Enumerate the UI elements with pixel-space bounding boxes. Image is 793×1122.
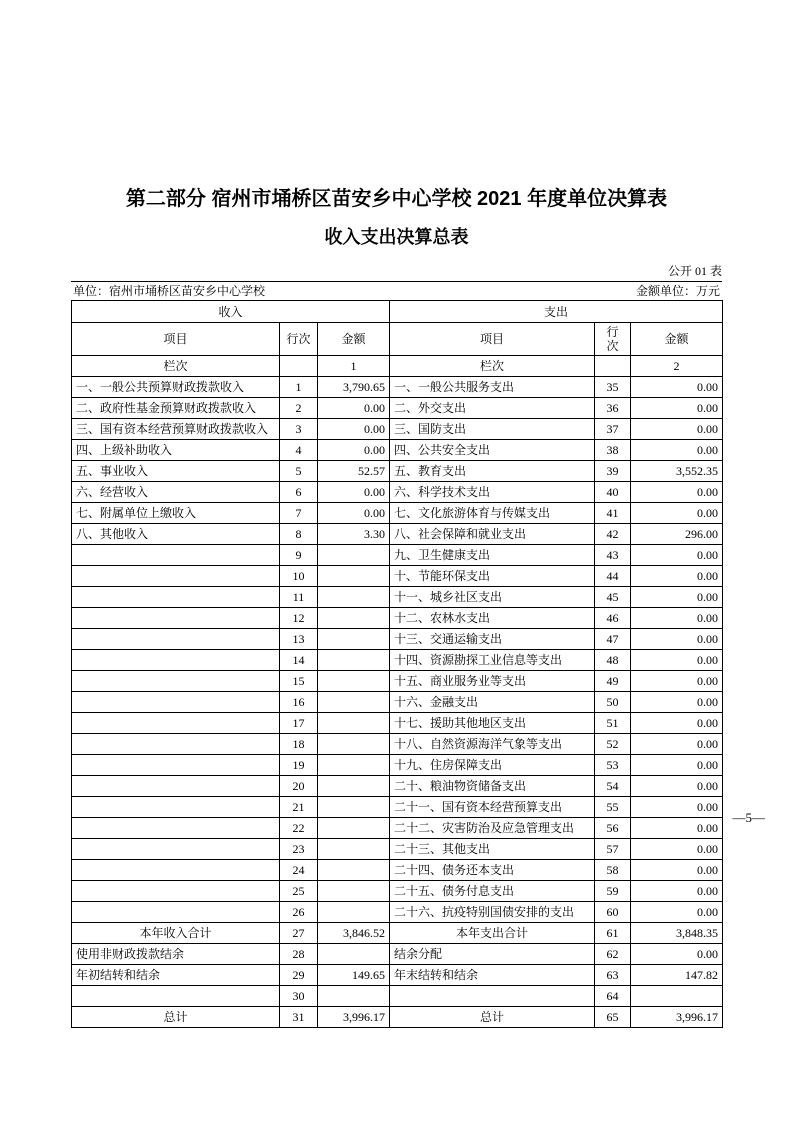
income-rowno-cell: 31 bbox=[280, 1007, 318, 1028]
expense-amount-cell: 0.00 bbox=[631, 839, 723, 860]
expense-amount-cell: 0.00 bbox=[631, 482, 723, 503]
expense-section-header: 支出 bbox=[390, 301, 723, 323]
income-item-cell: 六、经营收入 bbox=[72, 482, 280, 503]
expense-item-cell: 八、社会保障和就业支出 bbox=[390, 524, 595, 545]
income-amount-cell bbox=[318, 818, 390, 839]
expense-rowno-cell: 49 bbox=[595, 671, 631, 692]
expense-amount-header: 金额 bbox=[631, 323, 723, 356]
table-row bbox=[72, 734, 723, 755]
column-header-row bbox=[72, 323, 723, 356]
expense-item-cell: 二十一、国有资本经营预算支出 bbox=[390, 797, 595, 818]
expense-rowno-cell: 54 bbox=[595, 776, 631, 797]
income-rowno-cell: 28 bbox=[280, 944, 318, 965]
income-rowno-cell: 8 bbox=[280, 524, 318, 545]
expense-rowno-cell: 48 bbox=[595, 650, 631, 671]
income-item-cell bbox=[72, 902, 280, 923]
income-rowno-cell: 17 bbox=[280, 713, 318, 734]
expense-rowno-cell: 46 bbox=[595, 608, 631, 629]
income-item-cell bbox=[72, 734, 280, 755]
income-amount-cell bbox=[318, 650, 390, 671]
expense-amount-cell: 3,552.35 bbox=[631, 461, 723, 482]
budget-summary-table bbox=[71, 300, 723, 1028]
expense-rowno-cell: 47 bbox=[595, 629, 631, 650]
income-rowno-cell: 14 bbox=[280, 650, 318, 671]
expense-amount-cell: 0.00 bbox=[631, 377, 723, 398]
expense-rowno-cell: 51 bbox=[595, 713, 631, 734]
expense-amount-cell: 0.00 bbox=[631, 776, 723, 797]
income-item-cell: 七、附属单位上缴收入 bbox=[72, 503, 280, 524]
income-rowno-cell: 16 bbox=[280, 692, 318, 713]
expense-rowno-cell: 44 bbox=[595, 566, 631, 587]
expense-amount-cell: 0.00 bbox=[631, 671, 723, 692]
income-rowno-header: 行次 bbox=[280, 323, 318, 356]
table-row bbox=[72, 818, 723, 839]
expense-item-cell: 十八、自然资源海洋气象等支出 bbox=[390, 734, 595, 755]
income-rowno-cell: 27 bbox=[280, 923, 318, 944]
income-amount-cell: 0.00 bbox=[318, 398, 390, 419]
income-amount-cell: 3,996.17 bbox=[318, 1007, 390, 1028]
income-rowno-cell: 26 bbox=[280, 902, 318, 923]
income-rowno-cell: 24 bbox=[280, 860, 318, 881]
expense-amount-cell: 0.00 bbox=[631, 419, 723, 440]
expense-rowno-cell: 58 bbox=[595, 860, 631, 881]
table-row bbox=[72, 986, 723, 1007]
table-row bbox=[72, 902, 723, 923]
income-item-cell bbox=[72, 797, 280, 818]
expense-amount-cell: 0.00 bbox=[631, 566, 723, 587]
expense-rowno-cell: 37 bbox=[595, 419, 631, 440]
table-row bbox=[72, 629, 723, 650]
income-item-cell bbox=[72, 566, 280, 587]
expense-item-cell: 二十四、债务还本支出 bbox=[390, 860, 595, 881]
expense-rowno-cell: 52 bbox=[595, 734, 631, 755]
income-lanci-rowno bbox=[280, 356, 318, 377]
table-row bbox=[72, 776, 723, 797]
income-item-cell bbox=[72, 818, 280, 839]
expense-item-cell: 十六、金融支出 bbox=[390, 692, 595, 713]
expense-amount-cell: 0.00 bbox=[631, 881, 723, 902]
income-amount-cell bbox=[318, 608, 390, 629]
table-row bbox=[72, 671, 723, 692]
table-row bbox=[72, 524, 723, 545]
income-amount-cell bbox=[318, 755, 390, 776]
income-rowno-cell: 22 bbox=[280, 818, 318, 839]
income-item-cell bbox=[72, 629, 280, 650]
table-row bbox=[72, 755, 723, 776]
income-item-cell bbox=[72, 755, 280, 776]
income-amount-cell bbox=[318, 860, 390, 881]
income-amount-cell: 52.57 bbox=[318, 461, 390, 482]
table-row bbox=[72, 482, 723, 503]
expense-amount-cell: 0.00 bbox=[631, 713, 723, 734]
income-amount-cell bbox=[318, 944, 390, 965]
expense-item-cell: 九、卫生健康支出 bbox=[390, 545, 595, 566]
expense-rowno-cell: 65 bbox=[595, 1007, 631, 1028]
document-page bbox=[71, 0, 765, 1028]
income-rowno-cell: 20 bbox=[280, 776, 318, 797]
income-rowno-cell: 11 bbox=[280, 587, 318, 608]
expense-item-cell: 十九、住房保障支出 bbox=[390, 755, 595, 776]
table-row bbox=[72, 839, 723, 860]
income-amount-cell bbox=[318, 671, 390, 692]
expense-amount-cell: 0.00 bbox=[631, 902, 723, 923]
expense-amount-cell: 0.00 bbox=[631, 860, 723, 881]
income-amount-cell: 149.65 bbox=[318, 965, 390, 986]
expense-rowno-cell: 42 bbox=[595, 524, 631, 545]
income-rowno-cell: 2 bbox=[280, 398, 318, 419]
expense-amount-cell: 0.00 bbox=[631, 398, 723, 419]
income-item-cell bbox=[72, 650, 280, 671]
income-amount-cell bbox=[318, 881, 390, 902]
expense-column-number: 2 bbox=[631, 356, 723, 377]
income-item-cell: 总计 bbox=[72, 1007, 280, 1028]
expense-item-cell: 十、节能环保支出 bbox=[390, 566, 595, 587]
expense-amount-cell: 0.00 bbox=[631, 440, 723, 461]
expense-amount-cell: 0.00 bbox=[631, 797, 723, 818]
income-item-cell: 使用非财政拨款结余 bbox=[72, 944, 280, 965]
expense-item-cell: 总计 bbox=[390, 1007, 595, 1028]
expense-rowno-cell: 40 bbox=[595, 482, 631, 503]
expense-amount-cell: 0.00 bbox=[631, 734, 723, 755]
table-row bbox=[72, 692, 723, 713]
table-row bbox=[72, 944, 723, 965]
expense-item-cell: 二十三、其他支出 bbox=[390, 839, 595, 860]
expense-amount-cell: 0.00 bbox=[631, 692, 723, 713]
income-rowno-cell: 29 bbox=[280, 965, 318, 986]
expense-item-cell: 二十二、灾害防治及应急管理支出 bbox=[390, 818, 595, 839]
income-item-cell: 一、一般公共预算财政拨款收入 bbox=[72, 377, 280, 398]
expense-item-cell: 十七、援助其他地区支出 bbox=[390, 713, 595, 734]
table-row bbox=[72, 461, 723, 482]
income-rowno-cell: 4 bbox=[280, 440, 318, 461]
expense-rowno-cell: 35 bbox=[595, 377, 631, 398]
table-row bbox=[72, 860, 723, 881]
expense-rowno-header: 行次 bbox=[595, 323, 631, 356]
expense-amount-cell bbox=[631, 986, 723, 1007]
expense-item-cell: 十二、农林水支出 bbox=[390, 608, 595, 629]
income-amount-header: 金额 bbox=[318, 323, 390, 356]
income-amount-cell bbox=[318, 566, 390, 587]
amount-unit-label: 金额单位：万元 bbox=[635, 284, 720, 298]
income-item-cell bbox=[72, 608, 280, 629]
income-amount-cell: 0.00 bbox=[318, 419, 390, 440]
income-rowno-cell: 7 bbox=[280, 503, 318, 524]
expense-rowno-cell: 60 bbox=[595, 902, 631, 923]
expense-rowno-cell: 56 bbox=[595, 818, 631, 839]
income-item-cell: 八、其他收入 bbox=[72, 524, 280, 545]
income-item-cell: 五、事业收入 bbox=[72, 461, 280, 482]
expense-rowno-cell: 36 bbox=[595, 398, 631, 419]
income-rowno-cell: 15 bbox=[280, 671, 318, 692]
expense-rowno-cell: 63 bbox=[595, 965, 631, 986]
table-row bbox=[72, 377, 723, 398]
income-amount-cell bbox=[318, 839, 390, 860]
income-amount-cell: 3,846.52 bbox=[318, 923, 390, 944]
income-item-cell bbox=[72, 860, 280, 881]
expense-rowno-cell: 45 bbox=[595, 587, 631, 608]
expense-amount-cell: 3,848.35 bbox=[631, 923, 723, 944]
expense-rowno-cell: 39 bbox=[595, 461, 631, 482]
expense-item-cell: 二十五、债务付息支出 bbox=[390, 881, 595, 902]
income-amount-cell bbox=[318, 797, 390, 818]
table-row bbox=[72, 650, 723, 671]
unit-row bbox=[71, 281, 722, 300]
expense-item-cell: 四、公共安全支出 bbox=[390, 440, 595, 461]
expense-item-cell: 五、教育支出 bbox=[390, 461, 595, 482]
income-rowno-cell: 21 bbox=[280, 797, 318, 818]
income-rowno-cell: 12 bbox=[280, 608, 318, 629]
expense-amount-cell: 0.00 bbox=[631, 944, 723, 965]
income-column-number: 1 bbox=[318, 356, 390, 377]
expense-rowno-cell: 64 bbox=[595, 986, 631, 1007]
document-title: 第二部分 宿州市埇桥区苗安乡中心学校 2021 年度单位决算表 bbox=[125, 188, 668, 210]
table-row bbox=[72, 608, 723, 629]
expense-item-header: 项目 bbox=[390, 323, 595, 356]
table-row bbox=[72, 881, 723, 902]
income-amount-cell bbox=[318, 545, 390, 566]
table-row bbox=[72, 503, 723, 524]
expense-rowno-cell: 53 bbox=[595, 755, 631, 776]
table-row bbox=[72, 713, 723, 734]
expense-amount-cell: 3,996.17 bbox=[631, 1007, 723, 1028]
expense-rowno-cell: 41 bbox=[595, 503, 631, 524]
income-item-cell bbox=[72, 545, 280, 566]
expense-item-cell: 十三、交通运输支出 bbox=[390, 629, 595, 650]
expense-amount-cell: 0.00 bbox=[631, 608, 723, 629]
table-row bbox=[72, 797, 723, 818]
income-rowno-cell: 18 bbox=[280, 734, 318, 755]
unit-name-label: 单位：宿州市埇桥区苗安乡中心学校 bbox=[73, 284, 266, 298]
table-row bbox=[72, 587, 723, 608]
table-code-label: 公开 01 表 bbox=[667, 264, 722, 278]
expense-lanci-label: 栏次 bbox=[390, 356, 595, 377]
table-body bbox=[72, 377, 723, 1028]
expense-rowno-cell: 55 bbox=[595, 797, 631, 818]
lanci-row bbox=[72, 356, 723, 377]
income-amount-cell bbox=[318, 692, 390, 713]
income-item-cell bbox=[72, 587, 280, 608]
income-rowno-cell: 3 bbox=[280, 419, 318, 440]
expense-item-cell: 十五、商业服务业等支出 bbox=[390, 671, 595, 692]
income-section-header: 收入 bbox=[72, 301, 390, 323]
income-amount-cell bbox=[318, 713, 390, 734]
income-rowno-cell: 9 bbox=[280, 545, 318, 566]
income-rowno-cell: 19 bbox=[280, 755, 318, 776]
income-amount-cell: 0.00 bbox=[318, 440, 390, 461]
income-rowno-cell: 5 bbox=[280, 461, 318, 482]
income-item-cell: 本年收入合计 bbox=[72, 923, 280, 944]
income-item-cell bbox=[72, 986, 280, 1007]
income-amount-cell bbox=[318, 902, 390, 923]
income-rowno-cell: 10 bbox=[280, 566, 318, 587]
document-subtitle: 收入支出决算总表 bbox=[324, 227, 469, 247]
table-row bbox=[72, 398, 723, 419]
expense-amount-cell: 0.00 bbox=[631, 755, 723, 776]
expense-item-cell: 一、一般公共服务支出 bbox=[390, 377, 595, 398]
expense-item-cell: 十一、城乡社区支出 bbox=[390, 587, 595, 608]
income-item-cell bbox=[72, 692, 280, 713]
income-item-cell: 二、政府性基金预算财政拨款收入 bbox=[72, 398, 280, 419]
expense-amount-cell: 0.00 bbox=[631, 629, 723, 650]
income-lanci-label: 栏次 bbox=[72, 356, 280, 377]
section-header-row bbox=[72, 301, 723, 323]
expense-item-cell: 十四、资源勘探工业信息等支出 bbox=[390, 650, 595, 671]
income-item-cell: 四、上级补助收入 bbox=[72, 440, 280, 461]
income-item-cell bbox=[72, 776, 280, 797]
income-rowno-cell: 13 bbox=[280, 629, 318, 650]
income-rowno-cell: 23 bbox=[280, 839, 318, 860]
expense-amount-cell: 0.00 bbox=[631, 650, 723, 671]
expense-item-cell: 七、文化旅游体育与传媒支出 bbox=[390, 503, 595, 524]
income-item-cell bbox=[72, 671, 280, 692]
expense-item-cell: 二十六、抗疫特别国债安排的支出 bbox=[390, 902, 595, 923]
table-row bbox=[72, 923, 723, 944]
table-row bbox=[72, 440, 723, 461]
income-rowno-cell: 25 bbox=[280, 881, 318, 902]
income-item-cell: 三、国有资本经营预算财政拨款收入 bbox=[72, 419, 280, 440]
expense-item-cell: 二十、粮油物资储备支出 bbox=[390, 776, 595, 797]
income-item-cell bbox=[72, 881, 280, 902]
expense-item-cell: 本年支出合计 bbox=[390, 923, 595, 944]
income-amount-cell bbox=[318, 986, 390, 1007]
income-amount-cell bbox=[318, 629, 390, 650]
table-row bbox=[72, 965, 723, 986]
expense-amount-cell: 0.00 bbox=[631, 545, 723, 566]
expense-amount-cell: 0.00 bbox=[631, 587, 723, 608]
expense-rowno-cell: 57 bbox=[595, 839, 631, 860]
income-item-cell bbox=[72, 713, 280, 734]
income-item-cell bbox=[72, 839, 280, 860]
income-item-cell: 年初结转和结余 bbox=[72, 965, 280, 986]
table-row bbox=[72, 419, 723, 440]
income-rowno-cell: 30 bbox=[280, 986, 318, 1007]
income-amount-cell: 3,790.65 bbox=[318, 377, 390, 398]
expense-rowno-cell: 59 bbox=[595, 881, 631, 902]
income-amount-cell bbox=[318, 776, 390, 797]
expense-amount-cell: 0.00 bbox=[631, 503, 723, 524]
table-row bbox=[72, 566, 723, 587]
expense-rowno-cell: 38 bbox=[595, 440, 631, 461]
table-row bbox=[72, 1007, 723, 1028]
expense-item-cell: 六、科学技术支出 bbox=[390, 482, 595, 503]
income-rowno-cell: 6 bbox=[280, 482, 318, 503]
expense-rowno-cell: 43 bbox=[595, 545, 631, 566]
expense-item-cell: 结余分配 bbox=[390, 944, 595, 965]
expense-rowno-cell: 61 bbox=[595, 923, 631, 944]
income-amount-cell bbox=[318, 734, 390, 755]
expense-lanci-rowno bbox=[595, 356, 631, 377]
income-amount-cell bbox=[318, 587, 390, 608]
expense-amount-cell: 147.82 bbox=[631, 965, 723, 986]
expense-item-cell: 年末结转和结余 bbox=[390, 965, 595, 986]
expense-item-cell bbox=[390, 986, 595, 1007]
table-row bbox=[72, 545, 723, 566]
income-amount-cell: 0.00 bbox=[318, 503, 390, 524]
expense-item-cell: 二、外交支出 bbox=[390, 398, 595, 419]
expense-amount-cell: 296.00 bbox=[631, 524, 723, 545]
expense-rowno-cell: 50 bbox=[595, 692, 631, 713]
expense-item-cell: 三、国防支出 bbox=[390, 419, 595, 440]
page-number: —5— bbox=[732, 810, 765, 825]
expense-rowno-cell: 62 bbox=[595, 944, 631, 965]
income-amount-cell: 3.30 bbox=[318, 524, 390, 545]
income-rowno-cell: 1 bbox=[280, 377, 318, 398]
income-item-header: 项目 bbox=[72, 323, 280, 356]
expense-amount-cell: 0.00 bbox=[631, 818, 723, 839]
income-amount-cell: 0.00 bbox=[318, 482, 390, 503]
